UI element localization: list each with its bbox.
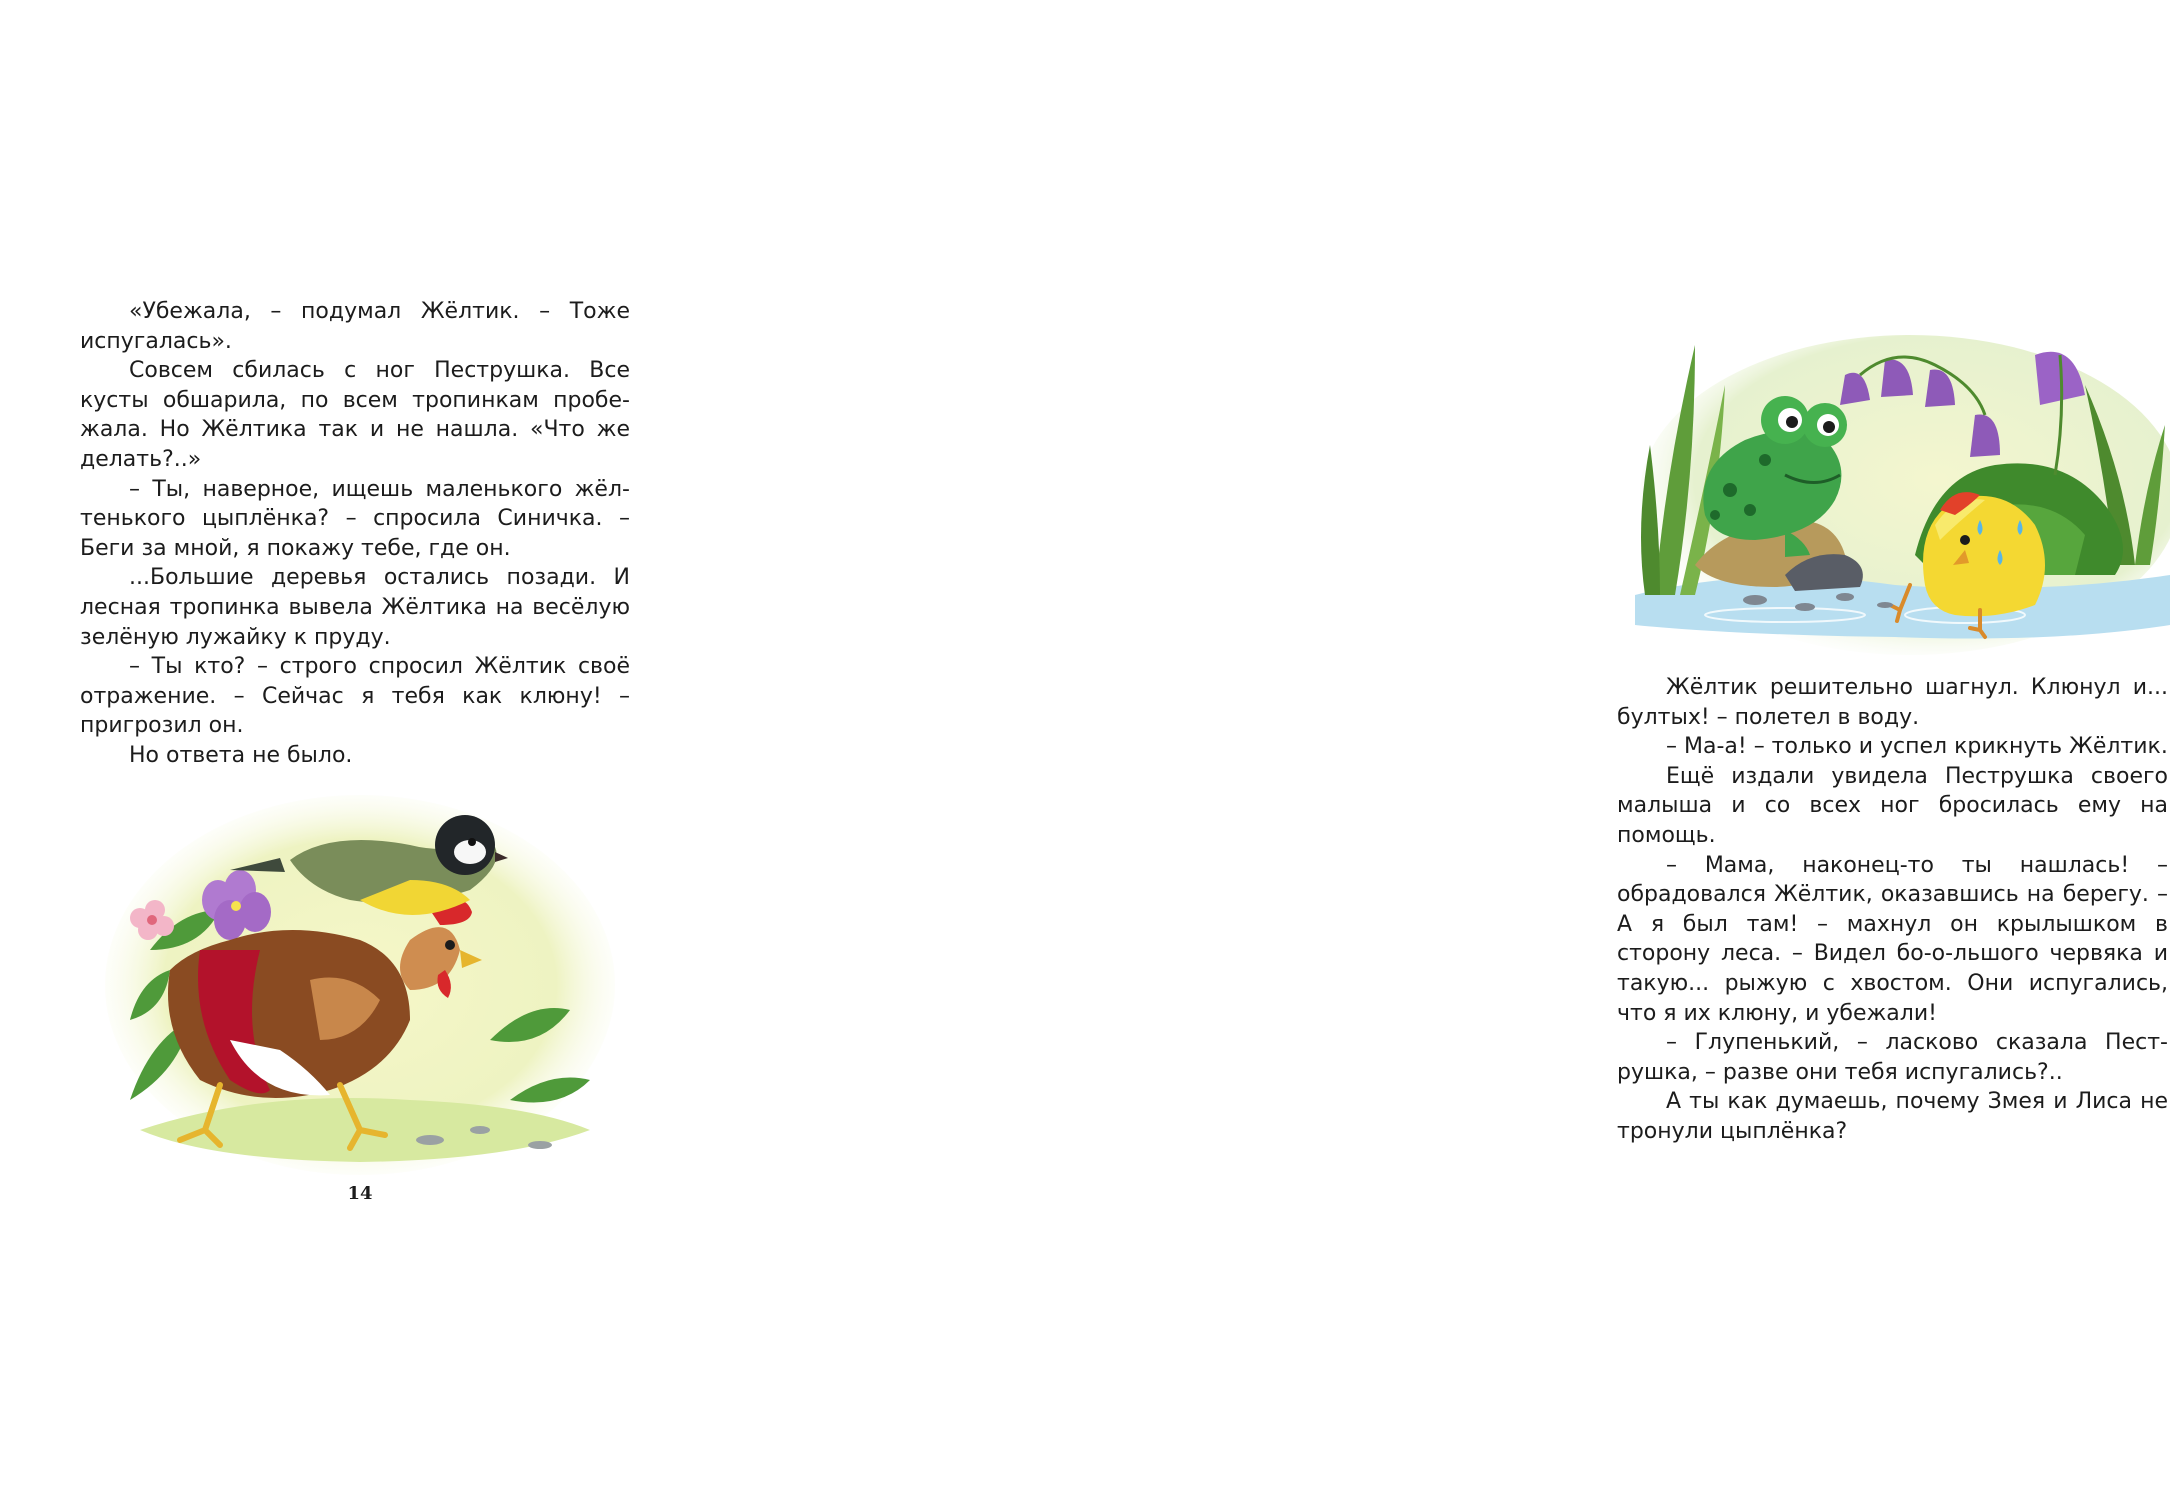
right-page-text [1617,673,2168,1147]
paragraph: – Ма-а! – только и успел крикнуть Жёлтик. [1666,734,2168,760]
paragraph: – Ты, наверное, ищешь маленького жёлтенького цыплёнка? – спросила Синичка. – Беги за мной, я покажу тебе, где он. [80,476,630,561]
illustration-frog-and-chick [1635,325,2170,643]
paragraph: ...Большие деревья остались позади. И лесная тропинка вывела Жёлтика на весёлую зелёную лужайку к пруду. [80,565,630,650]
paragraph: Жёлтик решительно шагнул. Клюнул и... бултых! – полетел в воду. [1617,675,2168,730]
paragraph: – Глупенький, – ласково сказала Пеструшка, – разве они тебя испугались?.. [1617,1030,2168,1085]
paragraph: Совсем сбилась с ног Пеструшка. Все кусты обшарила, по всем тропинкам пробежала. Но Жёлтика так и не нашла. «Что же делать?..» [80,358,630,472]
illustration-hen-and-titmouse [110,800,610,1170]
paragraph: – Мама, наконец-то ты нашлась! – обрадовался Жёлтик, оказавшись на берегу. – А я был там! – махнул он крылышком в сторону леса. – Видел бо-о-льшого червяка и такую... рыжую с хвостом. Они испугались, что я их клюну, и убежали! [1617,852,2168,1026]
right-page [750,0,2168,1500]
paragraph: Ещё издали увидела Пеструшка своего малыша и со всех ног бросилась ему на помощь. [1617,763,2168,848]
illustration-frog-and-chick-art [1635,325,2170,643]
page-number: 14 [347,1183,373,1204]
left-page [0,0,750,1500]
paragraph: – Ты кто? – строго спросил Жёлтик своё отражение. – Сейчас я тебя как клюну! – пригрозил он. [80,654,630,739]
paragraph: Но ответа не было. [129,742,353,768]
left-page-text [80,297,630,771]
paragraph: «Убежала, – подумал Жёлтик. – Тоже испугалась». [80,299,630,354]
paragraph: А ты как думаешь, почему Змея и Лиса не тронули цыплёнка? [1617,1089,2168,1144]
illustration-hen-and-titmouse-art [110,800,610,1170]
